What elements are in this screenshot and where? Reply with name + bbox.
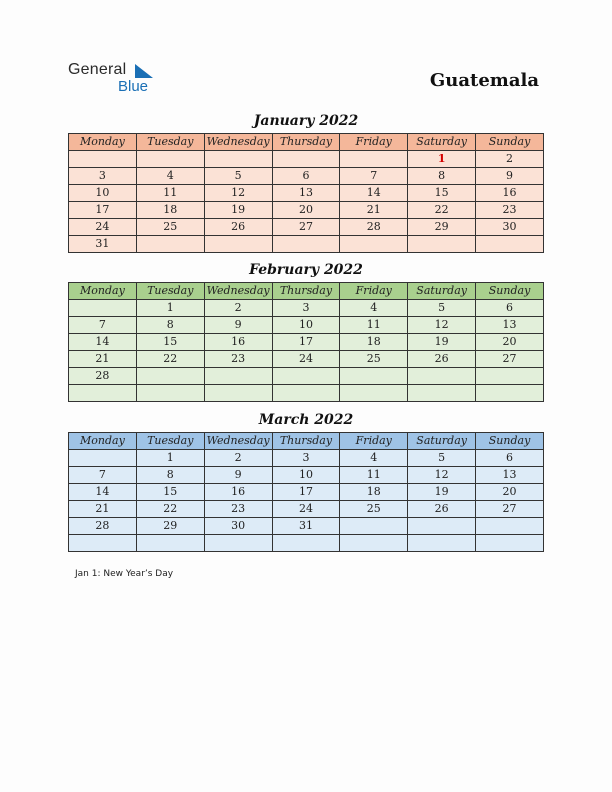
week-row	[69, 202, 544, 219]
day-cell	[136, 368, 204, 385]
country-title: Guatemala	[429, 70, 539, 91]
generalblue-logo	[68, 61, 168, 97]
day-cell	[272, 535, 340, 552]
day-cell: 22	[136, 351, 204, 368]
day-cell: 28	[69, 518, 137, 535]
weekday-header: Friday	[340, 134, 408, 151]
day-cell: 19	[408, 334, 476, 351]
day-cell: 28	[340, 219, 408, 236]
day-cell: 8	[136, 317, 204, 334]
weekday-header: Tuesday	[136, 134, 204, 151]
calendar-february	[68, 282, 544, 402]
day-cell: 9	[204, 317, 272, 334]
day-cell	[408, 535, 476, 552]
day-cell: 2	[204, 450, 272, 467]
day-cell: 30	[204, 518, 272, 535]
weekday-header: Friday	[340, 433, 408, 450]
day-cell: 24	[272, 351, 340, 368]
week-row	[69, 334, 544, 351]
day-cell: 18	[136, 202, 204, 219]
day-cell	[340, 368, 408, 385]
day-cell: 10	[272, 317, 340, 334]
day-cell	[272, 385, 340, 402]
day-cell	[136, 385, 204, 402]
day-cell: 8	[136, 467, 204, 484]
day-cell: 16	[204, 484, 272, 501]
day-cell	[69, 450, 137, 467]
day-cell	[272, 368, 340, 385]
day-cell: 10	[272, 467, 340, 484]
day-cell: 27	[476, 351, 544, 368]
day-cell: 17	[69, 202, 137, 219]
day-cell: 4	[340, 450, 408, 467]
day-cell: 25	[340, 351, 408, 368]
week-row	[69, 317, 544, 334]
day-cell	[272, 151, 340, 168]
week-row	[69, 467, 544, 484]
week-row	[69, 168, 544, 185]
weekday-header: Tuesday	[136, 433, 204, 450]
day-cell	[340, 151, 408, 168]
day-cell: 23	[476, 202, 544, 219]
weekday-header: Monday	[69, 283, 137, 300]
day-cell: 9	[204, 467, 272, 484]
day-cell	[204, 535, 272, 552]
week-row	[69, 300, 544, 317]
day-cell	[408, 236, 476, 253]
day-cell	[408, 385, 476, 402]
day-cell: 7	[340, 168, 408, 185]
day-cell: 3	[69, 168, 137, 185]
day-cell: 10	[69, 185, 137, 202]
day-cell: 6	[476, 300, 544, 317]
weekday-header-row	[69, 433, 544, 450]
day-cell: 15	[408, 185, 476, 202]
weekday-header: Wednesday	[204, 283, 272, 300]
day-cell: 23	[204, 351, 272, 368]
day-cell	[204, 236, 272, 253]
day-cell	[476, 236, 544, 253]
day-cell: 12	[408, 317, 476, 334]
day-cell: 21	[69, 351, 137, 368]
day-cell: 24	[272, 501, 340, 518]
day-cell	[476, 385, 544, 402]
weekday-header: Saturday	[408, 433, 476, 450]
day-cell	[408, 518, 476, 535]
day-cell: 30	[476, 219, 544, 236]
day-cell: 19	[204, 202, 272, 219]
week-row	[69, 385, 544, 402]
day-cell: 27	[476, 501, 544, 518]
day-cell	[136, 151, 204, 168]
day-cell: 18	[340, 334, 408, 351]
day-cell: 6	[476, 450, 544, 467]
day-cell: 17	[272, 484, 340, 501]
day-cell: 28	[69, 368, 137, 385]
week-row	[69, 368, 544, 385]
day-cell: 26	[204, 219, 272, 236]
day-cell	[476, 518, 544, 535]
day-cell: 26	[408, 501, 476, 518]
weekday-header: Thursday	[272, 433, 340, 450]
weekday-header: Sunday	[476, 433, 544, 450]
day-cell: 29	[408, 219, 476, 236]
day-cell: 21	[340, 202, 408, 219]
weekday-header: Monday	[69, 433, 137, 450]
day-cell	[136, 236, 204, 253]
day-cell: 18	[340, 484, 408, 501]
logo-blue-text: Blue	[118, 78, 149, 95]
day-cell: 13	[476, 317, 544, 334]
day-cell: 4	[340, 300, 408, 317]
day-cell: 3	[272, 300, 340, 317]
week-row	[69, 351, 544, 368]
day-cell: 29	[136, 518, 204, 535]
day-cell: 20	[476, 484, 544, 501]
day-cell	[136, 535, 204, 552]
day-cell	[408, 368, 476, 385]
day-cell: 7	[69, 317, 137, 334]
day-cell: 9	[476, 168, 544, 185]
weekday-header: Thursday	[272, 283, 340, 300]
day-cell: 14	[69, 334, 137, 351]
weekday-header: Thursday	[272, 134, 340, 151]
logo-triangle-icon	[135, 64, 153, 78]
day-cell: 15	[136, 334, 204, 351]
day-cell	[204, 151, 272, 168]
day-cell	[69, 535, 137, 552]
day-cell: 31	[272, 518, 340, 535]
day-cell: 5	[408, 450, 476, 467]
holiday-day-cell: 1	[408, 151, 476, 168]
day-cell: 1	[136, 300, 204, 317]
day-cell: 5	[408, 300, 476, 317]
day-cell: 12	[408, 467, 476, 484]
month-title-march: March 2022	[258, 412, 354, 428]
day-cell: 25	[136, 219, 204, 236]
day-cell: 20	[476, 334, 544, 351]
day-cell: 22	[136, 501, 204, 518]
day-cell: 13	[476, 467, 544, 484]
day-cell	[272, 236, 340, 253]
month-title-january: January 2022	[253, 113, 359, 129]
calendar-march	[68, 432, 544, 552]
weekday-header: Friday	[340, 283, 408, 300]
week-row	[69, 219, 544, 236]
day-cell: 31	[69, 236, 137, 253]
week-row	[69, 535, 544, 552]
day-cell	[340, 518, 408, 535]
day-cell	[340, 385, 408, 402]
week-row	[69, 151, 544, 168]
day-cell: 2	[476, 151, 544, 168]
weekday-header: Saturday	[408, 134, 476, 151]
day-cell	[476, 368, 544, 385]
day-cell: 27	[272, 219, 340, 236]
day-cell: 7	[69, 467, 137, 484]
day-cell	[340, 535, 408, 552]
day-cell: 5	[204, 168, 272, 185]
day-cell: 11	[340, 467, 408, 484]
day-cell: 20	[272, 202, 340, 219]
day-cell: 14	[340, 185, 408, 202]
logo-general-text: General	[68, 61, 127, 78]
day-cell	[69, 385, 137, 402]
day-cell: 2	[204, 300, 272, 317]
day-cell: 23	[204, 501, 272, 518]
day-cell: 8	[408, 168, 476, 185]
day-cell	[204, 385, 272, 402]
week-row	[69, 484, 544, 501]
day-cell: 3	[272, 450, 340, 467]
day-cell: 1	[136, 450, 204, 467]
day-cell	[69, 151, 137, 168]
day-cell: 12	[204, 185, 272, 202]
day-cell: 16	[476, 185, 544, 202]
weekday-header: Sunday	[476, 134, 544, 151]
day-cell: 16	[204, 334, 272, 351]
day-cell: 14	[69, 484, 137, 501]
day-cell	[340, 236, 408, 253]
week-row	[69, 236, 544, 253]
day-cell: 13	[272, 185, 340, 202]
day-cell: 4	[136, 168, 204, 185]
day-cell: 6	[272, 168, 340, 185]
weekday-header: Wednesday	[204, 134, 272, 151]
week-row	[69, 185, 544, 202]
day-cell: 19	[408, 484, 476, 501]
day-cell: 24	[69, 219, 137, 236]
weekday-header: Tuesday	[136, 283, 204, 300]
day-cell: 21	[69, 501, 137, 518]
week-row	[69, 450, 544, 467]
calendar-january	[68, 133, 544, 253]
day-cell	[204, 368, 272, 385]
day-cell	[69, 300, 137, 317]
day-cell: 15	[136, 484, 204, 501]
weekday-header: Sunday	[476, 283, 544, 300]
weekday-header-row	[69, 283, 544, 300]
day-cell: 11	[136, 185, 204, 202]
day-cell: 25	[340, 501, 408, 518]
holiday-note: Jan 1: New Year’s Day	[75, 569, 174, 579]
weekday-header-row	[69, 134, 544, 151]
month-title-february: February 2022	[249, 262, 363, 278]
day-cell: 26	[408, 351, 476, 368]
weekday-header: Monday	[69, 134, 137, 151]
weekday-header: Saturday	[408, 283, 476, 300]
weekday-header: Wednesday	[204, 433, 272, 450]
day-cell: 22	[408, 202, 476, 219]
week-row	[69, 501, 544, 518]
week-row	[69, 518, 544, 535]
day-cell: 17	[272, 334, 340, 351]
day-cell	[476, 535, 544, 552]
day-cell: 11	[340, 317, 408, 334]
